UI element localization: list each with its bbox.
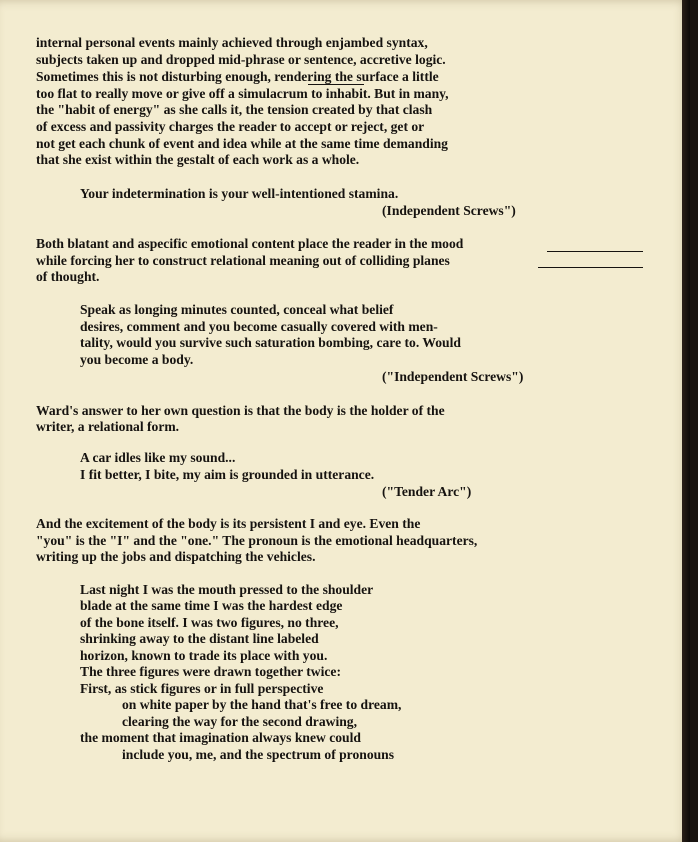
paragraph-1-line: the "habit of energy" as she calls it, the tension created by that clash: [36, 102, 433, 117]
quote-4-line: on white paper by the hand that's free to dream,: [122, 697, 402, 712]
quote-4-line: horizon, known to trade its place with you.: [80, 648, 328, 663]
paragraph-3-line: writer, a relational form.: [36, 419, 180, 434]
quote-4-line: Last night I was the mouth pressed to the shoulder: [80, 582, 374, 597]
underline-mark: [547, 251, 643, 252]
quote-4-line: include you, me, and the spectrum of pronouns: [122, 747, 395, 762]
paragraph-4-line: writing up the jobs and dispatching the vehicles.: [36, 549, 316, 564]
quote-4-line: First, as stick figures or in full perspective: [80, 681, 324, 696]
quote-4-line: shrinking away to the distant line labeled: [80, 631, 319, 646]
quote-2-line: you become a body.: [80, 352, 194, 367]
paragraph-1-line: not get each chunk of event and idea while at the same time demanding: [36, 136, 448, 151]
paragraph-1-line: too flat to really move or give off a simulacrum to inhabit. But in many,: [36, 86, 449, 101]
paragraph-4-line: "you" is the "I" and the "one." The pronoun is the emotional headquarters,: [36, 533, 478, 548]
paragraph-2-line: of thought.: [36, 269, 100, 284]
quote-1-line: Your indetermination is your well-intentioned stamina.: [80, 186, 399, 201]
paragraph-1-line: Sometimes this is not disturbing enough, rendering the surface a little: [36, 69, 439, 84]
quote-4-line: clearing the way for the second drawing,: [122, 714, 357, 729]
paragraph-4-line: And the excitement of the body is its persistent I and eye. Even the: [36, 516, 421, 531]
paragraph-2-line: Both blatant and aspecific emotional content place the reader in the mood: [36, 236, 464, 251]
quote-2-line: Speak as longing minutes counted, conceal what belief: [80, 302, 394, 317]
quote-2-line: tality, would you survive such saturation bombing, care to. Would: [80, 335, 461, 350]
page-edge-shadow: [682, 0, 690, 842]
paragraph-1-line: that she exist within the gestalt of each work as a whole.: [36, 152, 360, 167]
quote-4-line: The three figures were drawn together twice:: [80, 664, 341, 679]
quote-3-citation: ("Tender Arc"): [382, 484, 472, 499]
paragraph-1-line: internal personal events mainly achieved through enjambed syntax,: [36, 35, 428, 50]
quote-2-citation: ("Independent Screws"): [382, 369, 524, 384]
underline-mark: [538, 267, 643, 268]
quote-4-line: the moment that imagination always knew could: [80, 730, 361, 745]
quote-2-line: desires, comment and you become casually covered with men-: [80, 319, 438, 334]
underline-mark: [308, 84, 364, 85]
quote-4-line: of the bone itself. I was two figures, no three,: [80, 615, 339, 630]
quote-3-line: I fit better, I bite, my aim is grounded in utterance.: [80, 467, 375, 482]
paragraph-3-line: Ward's answer to her own question is that the body is the holder of the: [36, 403, 445, 418]
quote-4-line: blade at the same time I was the hardest edge: [80, 598, 343, 613]
paragraph-1-line: subjects taken up and dropped mid-phrase or sentence, accretive logic.: [36, 52, 446, 67]
quote-3-line: A car idles like my sound...: [80, 450, 236, 465]
quote-1-citation: (Independent Screws"): [382, 203, 516, 218]
paragraph-2-line: while forcing her to construct relational meaning out of colliding planes: [36, 253, 450, 268]
paragraph-1-line: of excess and passivity charges the reader to accept or reject, get or: [36, 119, 425, 134]
